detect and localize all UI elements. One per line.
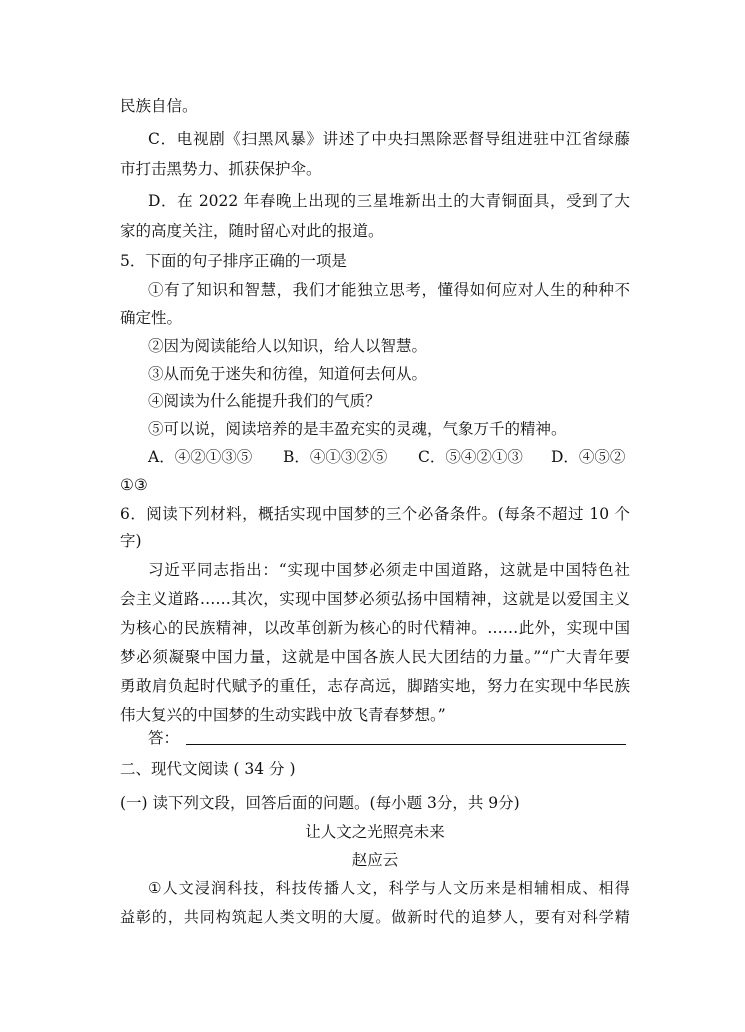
article-paragraph: 益彰的，共同构筑起人类文明的大厦。做新时代的追梦人，要有对科学精 [120,908,630,926]
question-5: 5．下面的句子排序正确的一项是 [120,252,347,270]
article-author: 赵应云 [351,851,399,869]
sentence-3: ③从而免于迷失和彷徨，知道何去何从。 [148,365,428,383]
text-line: 字) [120,532,142,550]
answer-label: 答： [148,729,180,747]
choice-d: D．④⑤② [551,448,626,466]
material-line: 伟大复兴的中国梦的生动实践中放飞青春梦想。” [120,706,446,724]
question-6: 6．阅读下列材料，概括实现中国梦的三个必备条件。(每条不超过 10 个 [120,505,630,523]
material-line: 梦必须凝聚中国力量，这就是中国各族人民大团结的力量。”“广大青年要 [120,648,630,666]
subsection-heading: (一) 读下列文段，回答后面的问题。(每小题 3分，共 9分) [120,794,520,812]
sentence-2: ②因为阅读能给人以知识，给人以智慧。 [148,337,428,355]
material-line: 勇敢肩负起时代赋予的重任，志存高远，脚踏实地，努力在实现中华民族 [120,677,630,695]
article-title: 让人文之光照亮未来 [305,823,445,841]
option-c: C．电视剧《扫黑风暴》讲述了中央扫黑除恶督导组进驻中江省绿藤 [148,130,630,148]
choice-a: A．④②①③⑤ [148,448,253,466]
text-line: ①③ [120,476,148,494]
answer-blank-line[interactable] [186,744,626,745]
text-line: 市打击黑势力、抓获保护伞。 [120,160,322,178]
material-line: 会主义道路……其次，实现中国梦必须弘扬中国精神，这就是以爱国主义 [120,590,630,608]
choice-b: B．④①③②⑤ [283,448,388,466]
material-line: 为核心的民族精神，以改革创新为核心的时代精神。……此外，实现中国 [120,619,630,637]
material-line: 习近平同志指出：“实现中国梦必须走中国道路，这就是中国特色社 [148,561,630,579]
choice-c: C．⑤④②①③ [418,448,523,466]
sentence-1: ①有了知识和智慧，我们才能独立思考，懂得如何应对人生的种种不 [148,281,630,299]
text-line: 确定性。 [120,309,183,327]
article-paragraph: ①人文浸润科技，科技传播人文，科学与人文历来是相辅相成、相得 [148,879,630,897]
text-line: 民族自信。 [120,97,198,115]
text-line: 家的高度关注，随时留心对此的报道。 [120,222,384,240]
sentence-4: ④阅读为什么能提升我们的气质？ [148,392,381,410]
section-heading: 二、现代文阅读 ( 34 分 ) [120,760,296,778]
option-d: D．在 2022 年春晚上出现的三星堆新出土的大青铜面具，受到了大 [148,192,630,210]
sentence-5: ⑤可以说，阅读培养的是丰盈充实的灵魂，气象万千的精神。 [148,420,567,438]
